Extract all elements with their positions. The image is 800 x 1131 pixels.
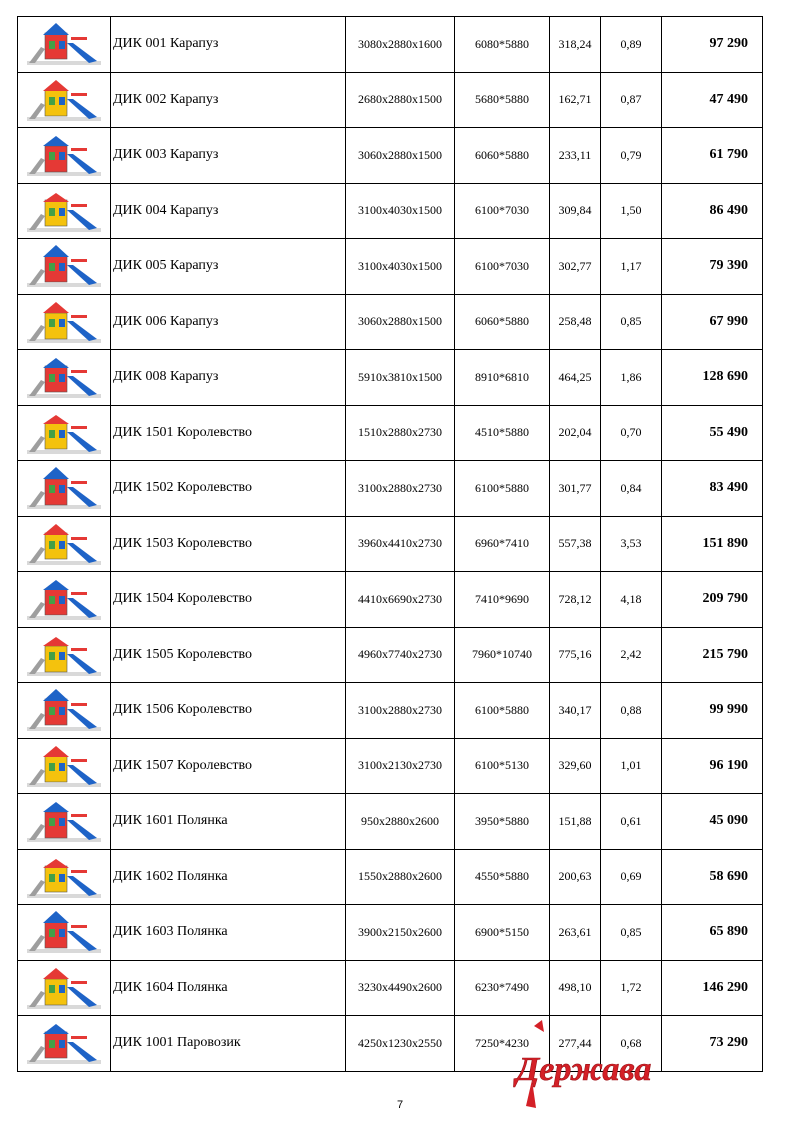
thumbnail-shape: [71, 370, 87, 373]
product-weight: 557,38: [550, 516, 601, 572]
thumbnail-shape: [67, 1042, 97, 1062]
thumbnail-shape: [49, 319, 55, 327]
playground-thumbnail: [21, 352, 107, 402]
page-number: 7: [396, 1099, 404, 1111]
thumbnail-shape: [71, 204, 87, 207]
product-image-cell: [18, 516, 111, 572]
product-name: ДИК 1503 Королевство: [111, 516, 346, 572]
product-name: ДИК 1001 Паровозик: [111, 1016, 346, 1072]
thumbnail-shape: [43, 80, 69, 91]
thumbnail-shape: [43, 689, 69, 701]
product-name: ДИК 1601 Полянка: [111, 794, 346, 850]
thumbnail-shape: [29, 380, 45, 396]
thumbnail-shape: [59, 929, 65, 937]
product-name: ДИК 1502 Королевство: [111, 461, 346, 517]
product-image-cell: [18, 461, 111, 517]
product-price: 96 190: [662, 738, 763, 794]
thumbnail-shape: [59, 818, 65, 826]
thumbnail-shape: [71, 925, 87, 928]
product-safety-area: 6960*7410: [455, 516, 550, 572]
product-name: ДИК 1604 Полянка: [111, 960, 346, 1016]
table-row: [18, 128, 763, 184]
product-dimensions: 3900х2150х2600: [346, 905, 455, 961]
thumbnail-shape: [67, 543, 97, 563]
brand-logo: [512, 1018, 672, 1113]
brand-logo-text: Держава: [516, 1051, 652, 1088]
thumbnail-shape: [43, 580, 69, 590]
thumbnail-shape: [59, 652, 65, 660]
thumbnail-shape: [59, 208, 65, 216]
product-volume: 0,85: [601, 905, 662, 961]
thumbnail-shape: [59, 41, 65, 49]
thumbnail-shape: [71, 981, 87, 984]
product-price: 83 490: [662, 461, 763, 517]
product-price: 151 890: [662, 516, 763, 572]
product-weight: 302,77: [550, 239, 601, 295]
table-row: [18, 350, 763, 406]
product-volume: 0,85: [601, 294, 662, 350]
thumbnail-shape: [67, 432, 97, 452]
playground-thumbnail: [21, 741, 107, 791]
product-price: 73 290: [662, 1016, 763, 1072]
product-image-cell: [18, 572, 111, 628]
product-image-cell: [18, 738, 111, 794]
thumbnail-shape: [49, 430, 55, 438]
table-row: [18, 183, 763, 239]
product-safety-area: 6100*7030: [455, 239, 550, 295]
product-volume: 3,53: [601, 516, 662, 572]
product-volume: 0,61: [601, 794, 662, 850]
product-name: ДИК 002 Карапуз: [111, 72, 346, 128]
product-image-cell: [18, 960, 111, 1016]
table-row: [18, 17, 763, 73]
product-safety-area: 7960*10740: [455, 627, 550, 683]
thumbnail-shape: [29, 547, 45, 563]
thumbnail-shape: [49, 485, 55, 493]
product-volume: 4,18: [601, 572, 662, 628]
product-image-cell: [18, 849, 111, 905]
thumbnail-shape: [67, 487, 97, 507]
product-dimensions: 1550х2880х2600: [346, 849, 455, 905]
product-safety-area: 5680*5880: [455, 72, 550, 128]
thumbnail-shape: [43, 415, 69, 424]
product-weight: 728,12: [550, 572, 601, 628]
thumbnail-shape: [71, 759, 87, 762]
thumbnail-shape: [29, 991, 45, 1007]
thumbnail-shape: [43, 637, 69, 646]
thumbnail-shape: [43, 968, 69, 979]
table-row: [18, 239, 763, 295]
thumbnail-shape: [71, 814, 87, 817]
thumbnail-shape: [29, 935, 45, 951]
product-dimensions: 5910х3810х1500: [346, 350, 455, 406]
thumbnail-shape: [43, 245, 69, 257]
product-volume: 1,50: [601, 183, 662, 239]
product-volume: 0,79: [601, 128, 662, 184]
product-name: ДИК 005 Карапуз: [111, 239, 346, 295]
product-name: ДИК 1501 Королевство: [111, 405, 346, 461]
thumbnail-shape: [71, 1036, 87, 1039]
thumbnail-shape: [71, 481, 87, 484]
thumbnail-shape: [67, 654, 97, 674]
thumbnail-shape: [29, 436, 45, 452]
product-name: ДИК 1602 Полянка: [111, 849, 346, 905]
product-image-cell: [18, 128, 111, 184]
product-weight: 309,84: [550, 183, 601, 239]
product-name: ДИК 1506 Королевство: [111, 683, 346, 739]
product-name: ДИК 1504 Королевство: [111, 572, 346, 628]
thumbnail-shape: [59, 1040, 65, 1048]
product-price: 209 790: [662, 572, 763, 628]
table-row: [18, 849, 763, 905]
product-price: 47 490: [662, 72, 763, 128]
thumbnail-shape: [71, 537, 87, 540]
product-name: ДИК 006 Карапуз: [111, 294, 346, 350]
product-price: 86 490: [662, 183, 763, 239]
product-weight: 263,61: [550, 905, 601, 961]
thumbnail-shape: [49, 41, 55, 49]
thumbnail-shape: [49, 929, 55, 937]
product-safety-area: 6100*7030: [455, 183, 550, 239]
product-volume: 2,42: [601, 627, 662, 683]
product-safety-area: 3950*5880: [455, 794, 550, 850]
thumbnail-shape: [29, 769, 45, 785]
thumbnail-shape: [59, 319, 65, 327]
thumbnail-shape: [43, 1024, 69, 1034]
product-weight: 151,88: [550, 794, 601, 850]
product-weight: 202,04: [550, 405, 601, 461]
table-row: [18, 738, 763, 794]
thumbnail-shape: [29, 269, 45, 285]
thumbnail-shape: [71, 870, 87, 873]
product-name: ДИК 003 Карапуз: [111, 128, 346, 184]
thumbnail-shape: [49, 874, 55, 882]
thumbnail-shape: [67, 210, 97, 230]
product-safety-area: 6100*5880: [455, 683, 550, 739]
thumbnail-shape: [59, 874, 65, 882]
playground-thumbnail: [21, 574, 107, 624]
product-safety-area: 4550*5880: [455, 849, 550, 905]
playground-thumbnail: [21, 186, 107, 236]
thumbnail-shape: [49, 208, 55, 216]
thumbnail-shape: [29, 103, 45, 119]
product-volume: 0,84: [601, 461, 662, 517]
thumbnail-shape: [29, 491, 45, 507]
product-dimensions: 3100х4030х1500: [346, 183, 455, 239]
product-dimensions: 4960х7740х2730: [346, 627, 455, 683]
product-image-cell: [18, 905, 111, 961]
table-row: [18, 960, 763, 1016]
thumbnail-shape: [59, 430, 65, 438]
thumbnail-shape: [49, 263, 55, 271]
product-price: 97 290: [662, 17, 763, 73]
thumbnail-shape: [59, 485, 65, 493]
product-image-cell: [18, 72, 111, 128]
thumbnail-shape: [29, 47, 45, 63]
playground-thumbnail: [21, 630, 107, 680]
thumbnail-shape: [29, 325, 45, 341]
product-dimensions: 3100х2880х2730: [346, 461, 455, 517]
product-price: 61 790: [662, 128, 763, 184]
playground-thumbnail: [21, 907, 107, 957]
thumbnail-shape: [29, 1046, 45, 1062]
product-image-cell: [18, 239, 111, 295]
playground-thumbnail: [21, 1018, 107, 1068]
thumbnail-shape: [29, 602, 45, 618]
product-price: 128 690: [662, 350, 763, 406]
playground-thumbnail: [21, 463, 107, 513]
thumbnail-shape: [49, 652, 55, 660]
thumbnail-shape: [71, 37, 87, 40]
product-weight: 200,63: [550, 849, 601, 905]
thumbnail-shape: [29, 824, 45, 840]
thumbnail-shape: [49, 596, 55, 604]
playground-thumbnail: [21, 75, 107, 125]
product-safety-area: 8910*6810: [455, 350, 550, 406]
thumbnail-shape: [67, 376, 97, 396]
playground-thumbnail: [21, 130, 107, 180]
table-row: [18, 516, 763, 572]
product-weight: 162,71: [550, 72, 601, 128]
thumbnail-shape: [43, 911, 69, 923]
playground-thumbnail: [21, 852, 107, 902]
product-image-cell: [18, 794, 111, 850]
product-weight: 464,25: [550, 350, 601, 406]
thumbnail-shape: [43, 23, 69, 35]
thumbnail-shape: [49, 97, 55, 105]
product-safety-area: 6060*5880: [455, 128, 550, 184]
product-safety-area: 6080*5880: [455, 17, 550, 73]
thumbnail-shape: [59, 985, 65, 993]
thumbnail-shape: [67, 154, 97, 174]
product-name: ДИК 001 Карапуз: [111, 17, 346, 73]
thumbnail-shape: [71, 426, 87, 429]
product-safety-area: 6900*5150: [455, 905, 550, 961]
product-image-cell: [18, 183, 111, 239]
thumbnail-shape: [29, 214, 45, 230]
thumbnail-shape: [71, 648, 87, 651]
table-row: [18, 294, 763, 350]
product-volume: 1,72: [601, 960, 662, 1016]
thumbnail-shape: [59, 374, 65, 382]
product-volume: 0,69: [601, 849, 662, 905]
product-image-cell: [18, 627, 111, 683]
thumbnail-shape: [67, 598, 97, 618]
thumbnail-shape: [49, 818, 55, 826]
thumbnail-shape: [49, 152, 55, 160]
thumbnail-shape: [67, 43, 97, 63]
thumbnail-shape: [67, 876, 97, 896]
playground-thumbnail: [21, 796, 107, 846]
product-price: 146 290: [662, 960, 763, 1016]
thumbnail-shape: [67, 820, 97, 840]
product-price: 215 790: [662, 627, 763, 683]
thumbnail-shape: [29, 713, 45, 729]
product-dimensions: 3060х2880х1500: [346, 294, 455, 350]
product-volume: 0,87: [601, 72, 662, 128]
thumbnail-shape: [43, 746, 69, 757]
thumbnail-shape: [71, 315, 87, 318]
product-volume: 1,17: [601, 239, 662, 295]
product-price: 65 890: [662, 905, 763, 961]
table-row: [18, 627, 763, 683]
product-dimensions: 3230х4490х2600: [346, 960, 455, 1016]
product-image-cell: [18, 405, 111, 461]
thumbnail-shape: [67, 99, 97, 119]
product-weight: 775,16: [550, 627, 601, 683]
product-weight: 498,10: [550, 960, 601, 1016]
thumbnail-shape: [49, 985, 55, 993]
table-row: [18, 461, 763, 517]
product-image-cell: [18, 683, 111, 739]
product-volume: 1,01: [601, 738, 662, 794]
thumbnail-shape: [59, 763, 65, 771]
product-volume: 0,89: [601, 17, 662, 73]
thumbnail-shape: [59, 97, 65, 105]
product-safety-area: 6100*5130: [455, 738, 550, 794]
product-price-table: [17, 16, 763, 1072]
thumbnail-shape: [29, 658, 45, 674]
thumbnail-shape: [43, 302, 69, 313]
product-price: 58 690: [662, 849, 763, 905]
thumbnail-shape: [49, 1040, 55, 1048]
playground-thumbnail: [21, 963, 107, 1013]
thumbnail-shape: [67, 765, 97, 785]
thumbnail-shape: [29, 880, 45, 896]
thumbnail-shape: [43, 467, 69, 479]
product-price: 99 990: [662, 683, 763, 739]
thumbnail-shape: [59, 263, 65, 271]
product-dimensions: 3100х4030х1500: [346, 239, 455, 295]
product-image-cell: [18, 17, 111, 73]
product-dimensions: 950х2880х2600: [346, 794, 455, 850]
playground-thumbnail: [21, 19, 107, 69]
thumbnail-shape: [49, 541, 55, 549]
playground-thumbnail: [21, 408, 107, 458]
product-image-cell: [18, 350, 111, 406]
product-price: 79 390: [662, 239, 763, 295]
product-dimensions: 4250х1230х2550: [346, 1016, 455, 1072]
product-safety-area: 6060*5880: [455, 294, 550, 350]
thumbnail-shape: [71, 93, 87, 96]
product-dimensions: 3080х2880х1600: [346, 17, 455, 73]
product-name: ДИК 008 Карапуз: [111, 350, 346, 406]
product-safety-area: 7410*9690: [455, 572, 550, 628]
table-body: [18, 17, 763, 1072]
thumbnail-shape: [43, 524, 69, 535]
table-row: [18, 72, 763, 128]
product-dimensions: 3060х2880х1500: [346, 128, 455, 184]
product-dimensions: 3960х4410х2730: [346, 516, 455, 572]
product-volume: 0,88: [601, 683, 662, 739]
product-safety-area: 6230*7490: [455, 960, 550, 1016]
product-name: ДИК 004 Карапуз: [111, 183, 346, 239]
playground-thumbnail: [21, 297, 107, 347]
table-row: [18, 405, 763, 461]
thumbnail-shape: [29, 158, 45, 174]
thumbnail-shape: [71, 148, 87, 151]
product-safety-area: 7250*4230: [455, 1016, 550, 1072]
product-weight: 277,44: [550, 1016, 601, 1072]
thumbnail-shape: [43, 802, 69, 812]
thumbnail-shape: [59, 541, 65, 549]
thumbnail-shape: [71, 703, 87, 706]
product-weight: 329,60: [550, 738, 601, 794]
thumbnail-shape: [67, 987, 97, 1007]
thumbnail-shape: [43, 859, 69, 868]
thumbnail-shape: [59, 596, 65, 604]
table-row: [18, 905, 763, 961]
product-name: ДИК 1505 Королевство: [111, 627, 346, 683]
product-name: ДИК 1603 Полянка: [111, 905, 346, 961]
thumbnail-shape: [67, 709, 97, 729]
thumbnail-shape: [49, 707, 55, 715]
thumbnail-shape: [71, 259, 87, 262]
playground-thumbnail: [21, 685, 107, 735]
playground-thumbnail: [21, 519, 107, 569]
product-price: 45 090: [662, 794, 763, 850]
product-volume: 0,70: [601, 405, 662, 461]
product-dimensions: 3100х2880х2730: [346, 683, 455, 739]
table-row: [18, 683, 763, 739]
product-volume: 0,68: [601, 1016, 662, 1072]
thumbnail-shape: [43, 136, 69, 146]
thumbnail-shape: [67, 321, 97, 341]
thumbnail-shape: [71, 592, 87, 595]
product-weight: 258,48: [550, 294, 601, 350]
product-price: 67 990: [662, 294, 763, 350]
thumbnail-shape: [43, 193, 69, 202]
product-name: ДИК 1507 Королевство: [111, 738, 346, 794]
product-dimensions: 3100х2130х2730: [346, 738, 455, 794]
thumbnail-shape: [59, 152, 65, 160]
product-dimensions: 4410х6690х2730: [346, 572, 455, 628]
product-safety-area: 4510*5880: [455, 405, 550, 461]
product-weight: 318,24: [550, 17, 601, 73]
product-price: 55 490: [662, 405, 763, 461]
thumbnail-shape: [67, 265, 97, 285]
thumbnail-shape: [43, 358, 69, 368]
table-row: [18, 794, 763, 850]
thumbnail-shape: [49, 763, 55, 771]
playground-thumbnail: [21, 241, 107, 291]
product-weight: 301,77: [550, 461, 601, 517]
product-dimensions: 2680х2880х1500: [346, 72, 455, 128]
thumbnail-shape: [67, 931, 97, 951]
product-dimensions: 1510х2880х2730: [346, 405, 455, 461]
product-weight: 340,17: [550, 683, 601, 739]
product-volume: 1,86: [601, 350, 662, 406]
product-safety-area: 6100*5880: [455, 461, 550, 517]
product-image-cell: [18, 1016, 111, 1072]
thumbnail-shape: [59, 707, 65, 715]
product-weight: 233,11: [550, 128, 601, 184]
product-image-cell: [18, 294, 111, 350]
thumbnail-shape: [49, 374, 55, 382]
table-row: [18, 572, 763, 628]
